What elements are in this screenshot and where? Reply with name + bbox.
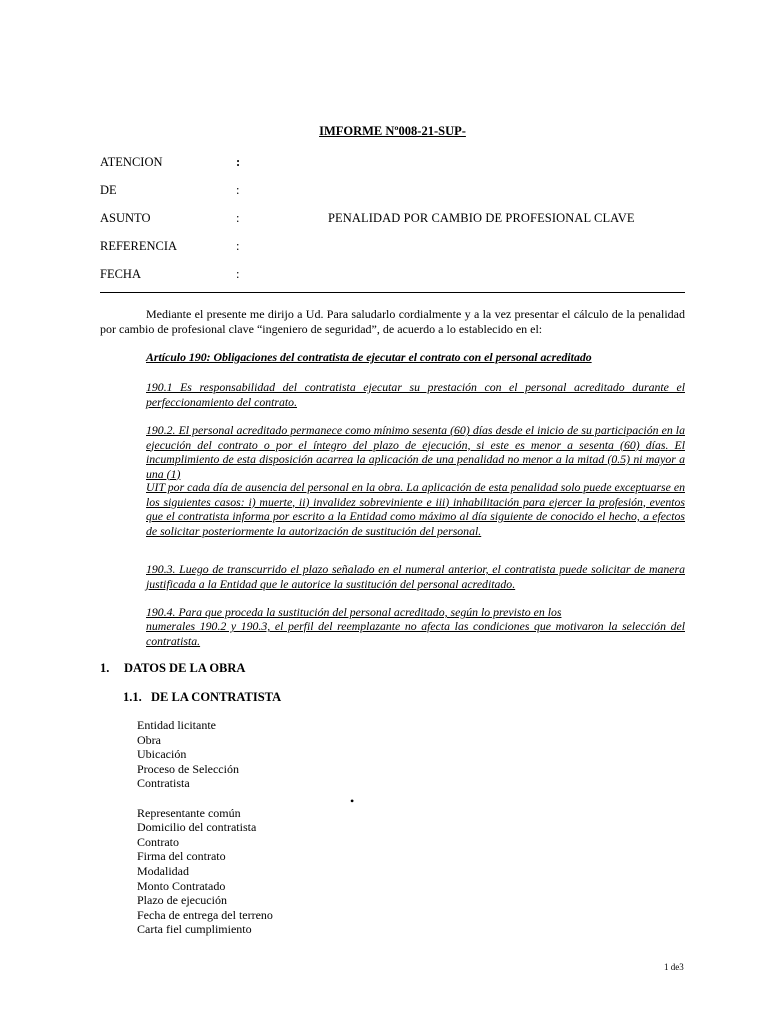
section-1-1-title: DE LA CONTRATISTA	[151, 690, 282, 704]
section-1-heading	[100, 661, 245, 676]
field-label: Contratista	[137, 776, 190, 791]
fecha-colon: :	[236, 267, 240, 281]
de-label: DE	[100, 183, 117, 197]
field-label: Entidad licitante	[137, 718, 216, 732]
field-label: Obra	[137, 732, 161, 747]
atencion-colon: :	[236, 155, 241, 169]
article-190-3: 190.3. Luego de transcurrido el plazo señalado en el numeral anterior, el contratista puede solicitar de manera justificada a la Entidad que le autorice la sustitución del personal acreditado.	[146, 562, 685, 591]
section-1-1-heading	[123, 690, 281, 705]
referencia-label: REFERENCIA	[100, 239, 178, 253]
section-1-1-number: 1.1.	[123, 690, 142, 704]
field-label: Fecha de entrega del terreno	[137, 907, 273, 922]
field-label: Modalidad	[137, 863, 189, 878]
field-label: Plazo de ejecución	[137, 893, 227, 908]
article-190-4b: numerales 190.2 y 190.3, el perfil del reemplazante no afecta las condiciones que motivaron la selección del contratista.	[146, 619, 685, 648]
article-190-4a: 190.4. Para que proceda la sustitución del personal acreditado, según lo previsto en los	[146, 605, 562, 619]
report-title: IMFORME Nº008-21-SUP-	[319, 124, 466, 138]
field-label: Contrato	[137, 834, 179, 849]
intro-paragraph	[100, 307, 685, 337]
field-label: Ubicación	[137, 747, 187, 762]
field-label: Firma del contrato	[137, 849, 226, 864]
section-1-number: 1.	[100, 661, 110, 675]
header-divider	[100, 292, 685, 293]
article-190-2b: UIT por cada día de ausencia del personal en la obra. La aplicación de esta penalidad solo puede exceptuarse en los siguientes casos: i) muerte, ii) invalidez sobreviniente e iii) inhabilitación para ejercer la profesión, eventos que el contratista informa por escrito a la Entidad como máximo al día siguiente de conocido el hecho, a efectos de solicitar posteriormente la autorización de sustitución del personal.	[146, 480, 685, 538]
field-label: Domicilio del contratista	[137, 820, 257, 835]
section-1-title: DATOS DE LA OBRA	[124, 661, 246, 675]
intro-text: Mediante el presente me dirijo a Ud. Para saludarlo cordialmente y a la vez presentar el cálculo de la penalidad por cambio de profesional clave “ingeniero de seguridad”, de acuerdo a lo establecido en el:	[100, 307, 685, 336]
field-label: Monto Contratado	[137, 878, 226, 893]
asunto-colon: :	[236, 211, 240, 225]
article-heading: Artículo 190: Obligaciones del contratista de ejecutar el contrato con el personal acreditado	[146, 350, 592, 364]
atencion-label: ATENCION	[100, 155, 163, 169]
fecha-label: FECHA	[100, 267, 141, 281]
bullet-mark: •	[350, 794, 355, 808]
article-190-2a: 190.2. El personal acreditado permanece como mínimo sesenta (60) días desde el inicio de su participación en la ejecución del contrato o por el íntegro del plazo de ejecución, si este es menor a sesenta (60) días. El incumplimiento de esta disposición acarrea la aplicación de una penalidad no menor a la mitad (0.5) ni mayor a una (1)	[146, 423, 685, 481]
contractor-fields-list	[137, 718, 273, 937]
article-190-1: 190.1 Es responsabilidad del contratista ejecutar su prestación con el personal acreditado durante el perfeccionamiento del contrato.	[146, 380, 685, 409]
asunto-label: ASUNTO	[100, 211, 151, 225]
referencia-colon: :	[236, 239, 240, 253]
de-colon: :	[236, 183, 240, 197]
field-label: Carta fiel cumplimiento	[137, 922, 252, 937]
asunto-value: PENALIDAD POR CAMBIO DE PROFESIONAL CLAVE	[328, 211, 635, 225]
field-label: Proceso de Selección	[137, 761, 239, 776]
field-label: Representante común	[137, 805, 241, 820]
page-number: 1 de3	[664, 962, 684, 972]
